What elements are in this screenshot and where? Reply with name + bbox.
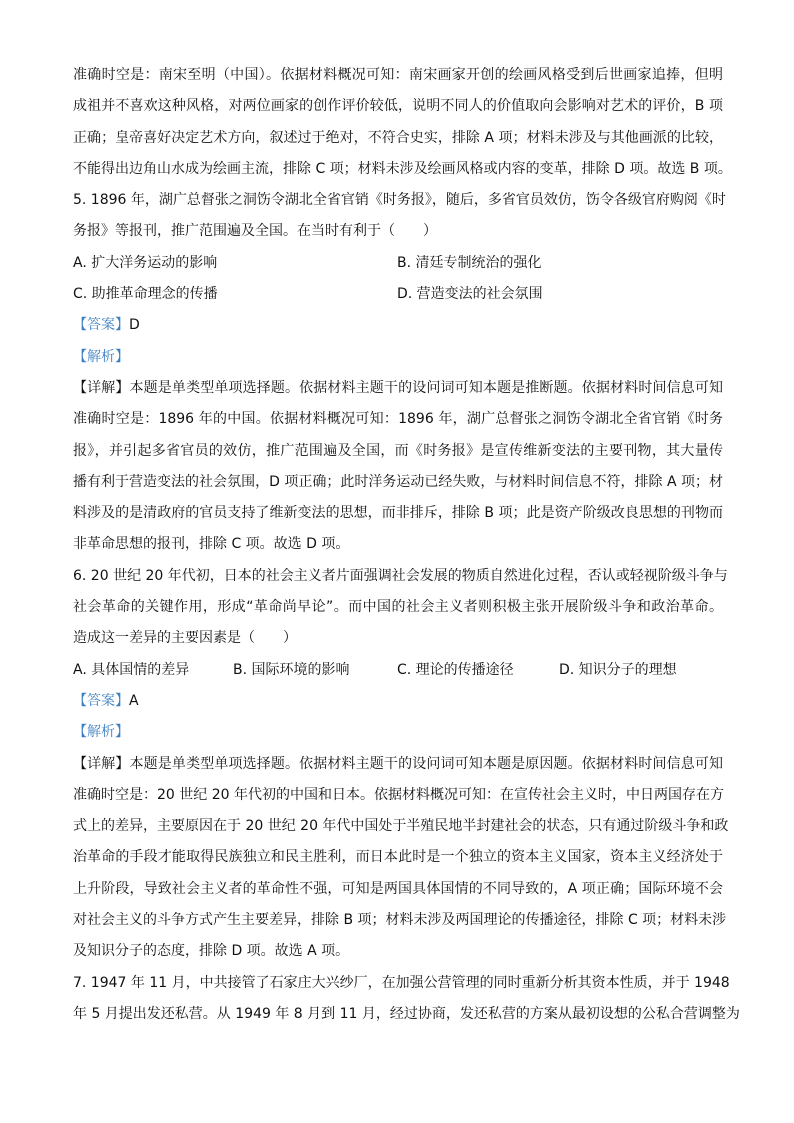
paragraph-line: 【详解】本题是单类型单项选择题。依据材料主题干的设问词可知本题是原因题。依据材料时间信息可知 [73, 755, 723, 772]
paragraph-line: 及知识分子的态度，排除 D 项。故选 A 项。 [73, 943, 350, 960]
q6-option-d: D. 知识分子的理想 [559, 661, 677, 678]
paragraph-line: 准确时空是：20 世纪 20 年代初的中国和日本。依据材料概况可知：在宣传社会主义时，中日两国存在方 [73, 786, 724, 803]
question-5-stem: 5. 1896 年，湖广总督张之洞饬令湖北全省官销《时务报》，随后，多省官员效仿，饬令各级官府购阅《时 [73, 192, 726, 209]
paragraph-line: 正确；皇帝喜好决定艺术方向，叙述过于绝对，不符合史实，排除 A 项；材料未涉及与其他画派的比较， [73, 129, 723, 146]
paragraph-line: 式上的差异，主要原因在于 20 世纪 20 年代中国处于半殖民地半封建社会的状态，只有通过阶级斗争和政 [73, 818, 729, 835]
paragraph-line: 播有利于营造变法的社会氛围，D 项正确；此时洋务运动已经失败，与材料时间信息不符，排除 A 项；材 [73, 473, 723, 490]
paragraph-line: 准确时空是：1896 年的中国。依据材料概况可知：1896 年，湖广总督张之洞饬令湖北全省官销《时务 [73, 411, 723, 428]
question-7-stem: 7. 1947 年 11 月，中共接管了石家庄大兴纱厂，在加强公营管理的同时重新分析其资本性质，并于 1948 [73, 974, 730, 991]
q5-option-b: B. 清廷专制统治的强化 [397, 254, 542, 271]
paragraph-line: 上升阶段，导致社会主义者的革命性不强，可知是两国具体国情的不同导致的，A 项正确；国际环境不会 [73, 880, 723, 897]
paragraph-line: 成祖并不喜欢这种风格，对两位画家的创作评价较低，说明不同人的价值取向会影响对艺术的评价，B 项 [73, 98, 723, 115]
question-7-stem: 年 5 月提出发还私营。从 1949 年 8 月到 11 月，经过协商，发还私营的方案从最初设想的公私合营调整为 [73, 1005, 740, 1022]
paragraph-line: 对社会主义的斗争方式产生主要差异，排除 B 项；材料未涉及两国理论的传播途径，排除 C 项；材料未涉 [73, 912, 727, 929]
q6-option-b: B. 国际环境的影响 [233, 661, 350, 678]
document-page [73, 60, 740, 1030]
question-5-options-row-1 [73, 248, 723, 279]
q5-option-c: C. 助推革命理念的传播 [73, 286, 218, 303]
paragraph-line: 准确时空是：南宋至明（中国）。依据材料概况可知：南宋画家开创的绘画风格受到后世画家追捧，但明 [73, 67, 723, 83]
answer-value: D [129, 317, 140, 334]
question-6-stem: 社会革命的关键作用，形成“革命尚早论”。而中国的社会主义者则积极主张开展阶级斗争和政治革命。 [73, 599, 723, 616]
q6-option-c: C. 理论的传播途径 [397, 661, 514, 678]
question-6-stem: 6. 20 世纪 20 年代初，日本的社会主义者片面强调社会发展的物质自然进化过程，否认或轻视阶级斗争与 [73, 567, 728, 584]
answer-value: A [129, 692, 139, 709]
answer-label: 【答案】 [73, 317, 129, 334]
question-5-options-row-2 [73, 279, 723, 310]
paragraph-line: 报》，并引起多省官员的效仿，推广范围遍及全国，而《时务报》是宣传维新变法的主要刊物，其大量传 [73, 442, 723, 459]
question-6-stem: 造成这一差异的主要因素是（ ） [73, 630, 297, 647]
q5-analysis-label: 【解析】 [73, 348, 129, 365]
q6-answer [73, 686, 723, 717]
question-6-options-row [73, 655, 723, 686]
q6-analysis-label: 【解析】 [73, 724, 129, 741]
q5-answer [73, 310, 723, 341]
q5-option-d: D. 营造变法的社会氛围 [397, 286, 543, 303]
paragraph-line: 非革命思想的报刊，排除 C 项。故选 D 项。 [73, 536, 350, 553]
paragraph-line: 治革命的手段才能取得民族独立和民主胜利，而日本此时是一个独立的资本主义国家，资本主义经济处于 [73, 849, 723, 866]
paragraph-line: 料涉及的是清政府的官员支持了维新变法的思想，而非排斥，排除 B 项；此是资产阶级改良思想的刊物而 [73, 505, 723, 522]
question-5-stem: 务报》等报刊，推广范围遍及全国。在当时有利于（ ） [73, 223, 437, 240]
q6-option-a: A. 具体国情的差异 [73, 661, 190, 678]
q5-option-a: A. 扩大洋务运动的影响 [73, 254, 218, 271]
answer-label: 【答案】 [73, 692, 129, 709]
paragraph-line: 【详解】本题是单类型单项选择题。依据材料主题干的设问词可知本题是推断题。依据材料时间信息可知 [73, 379, 723, 396]
paragraph-line: 不能得出边角山水成为绘画主流，排除 C 项；材料未涉及绘画风格或内容的变革，排除 D 项。故选 B 项。 [73, 160, 732, 177]
